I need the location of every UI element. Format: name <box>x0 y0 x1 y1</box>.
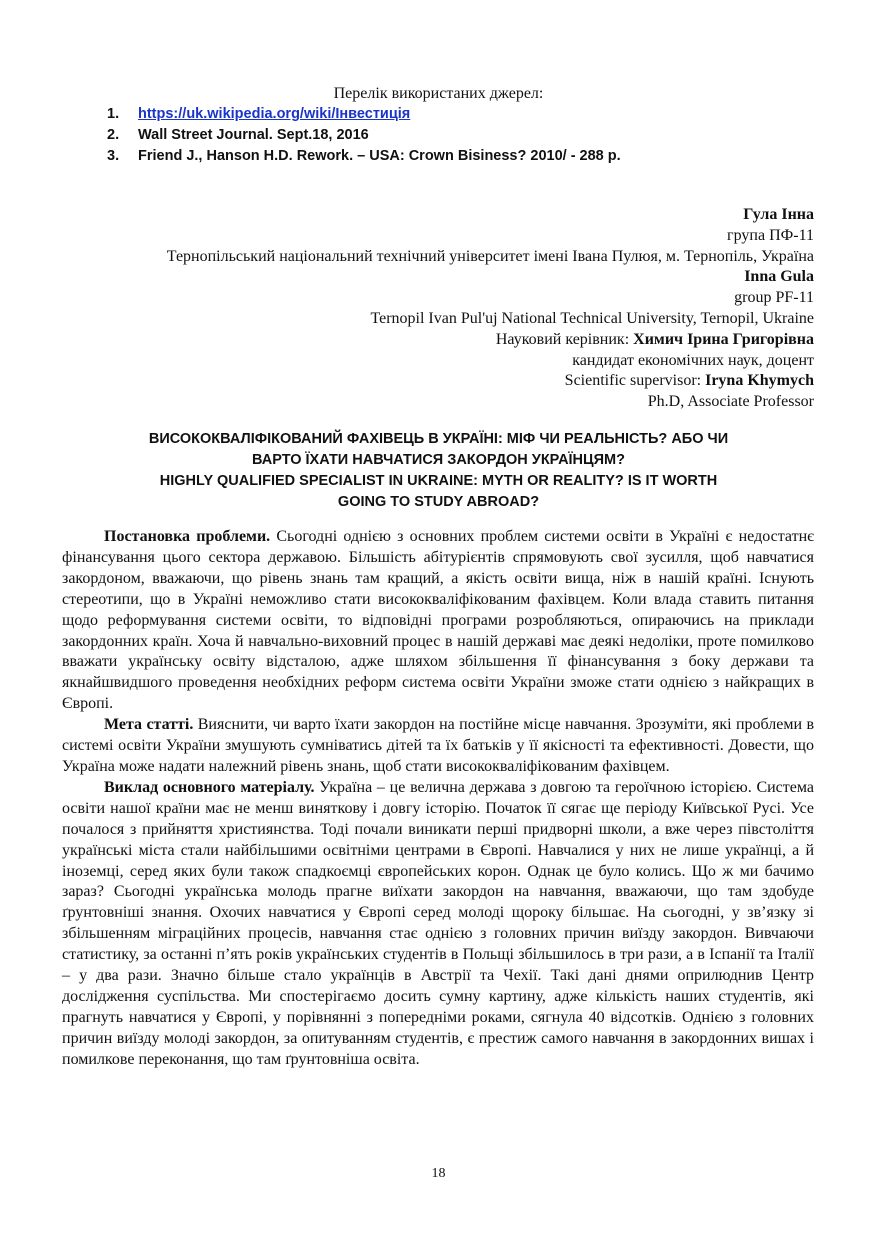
title-en-line2: GOING TO STUDY ABROAD? <box>337 494 540 510</box>
paragraph-text: Сьогодні однією з основних проблем системи освіти в Україні є недостатнє фінансування цього сектора державою. Більшість абітурієнтів спрямовують свої зусилля, щоб навчатися закордоном, вважаючи, що рівень знань там кращий, а якість освіти вища, ніж в нашій країні. Існують стереотипи, що в Україні неможливо стати висококваліфікованим фахівцем. Коли влада ставить питання щодо реформування системи освіти, то відповідні програми розробляються, опираючись на приклади закордонних країн. Хоча й навчально-виховний процес в нашій державі має деякі недоліки, проте помилково вважати українську освіту відсталою, адже шляхом збільшення її фінансування з боку держави та якнайшвидшого проведення необхідних реформ система освіти України зможе стати однією з найкращих в Європі. <box>62 528 815 713</box>
title-en-line1: HIGHLY QUALIFIED SPECIALIST IN UKRAINE: MYTH OR REALITY? IS IT WORTH <box>159 473 718 489</box>
article-title <box>50 429 827 513</box>
paragraph-problem <box>62 527 814 715</box>
author-name-uk: Гула Інна <box>743 206 814 223</box>
reference-link[interactable]: https://uk.wikipedia.org/wiki/Інвестиція <box>138 106 411 122</box>
reference-number: 3. <box>107 148 120 164</box>
author-block <box>60 205 814 413</box>
paragraph-heading: Виклад основного матеріалу. <box>104 778 315 796</box>
supervisor-en <box>60 371 814 392</box>
references-list <box>107 104 621 167</box>
page-number: 18 <box>431 1166 446 1181</box>
paragraph-heading: Постановка проблеми. <box>104 528 271 545</box>
supervisor-degree-uk: кандидат економічних наук, доцент <box>572 351 814 369</box>
paragraph-text: Вияснити, чи варто їхати закордон на постійне місце навчання. Зрозуміти, які проблеми в системі освіти України змушують сумніватись дітей та їх батьків у її якісності та ефективності. Довести, що Україна може надати належний рівень знань, щоб стати висококваліфікованим фахівцем. <box>62 716 814 775</box>
paragraph-aim <box>62 715 814 778</box>
supervisor-uk <box>60 330 814 351</box>
references-title: Перелік використаних джерел: <box>333 85 544 102</box>
reference-item <box>107 125 621 146</box>
reference-item <box>107 104 621 125</box>
paragraph-text: Україна – це велична держава з довгою та героїчною історією. Система освіти нашої країни має не менш виняткову і довгу історію. Початок її сягає ще періоду Київської Русі. Усе почалося з прийняття християнства. Тоді почали виникати перші придворні школи, а вже через півстоліття українські міста стали найбільшими освітніми центрами в Європі. Навчалися у них не лише українці, а й іноземці, серед яких були також спадкоємці європейських корон. Однак це було колись. Що ж ми бачимо зараз? Сьогодні українська молодь прагне виїхати закордон на навчання, вважаючи, що там здобуде ґрунтовніші знання. Охочих навчатися у Європі серед молоді щороку більшає. На сьогодні, у зв’язку зі збільшенням міграційних процесів, навчання стає однією з головних причин виїзду закордон. Вивчаючи статистику, за останні п’ять років українських студентів в Польщі збільшилось в три рази, а в Іспанії та Італії – у два рази. Значно більше стало українців в Австрії та Чехії. Такі дані днями оприлюднив Центр дослідження суспільства. Ми спостерігаємо досить сумну картину, адже кількість наших студентів, які прагнуть навчатися у Європі, у порівнянні з попередніми роками, сягнула 40 відсотків. Однією з головних причин виїзду молоді закордон, за опитуванням студентів, є престиж самого навчання в закордонних вишах і помилкове переконання, що там ґрунтовніша освіта. <box>62 778 814 1068</box>
reference-number: 1. <box>107 106 120 122</box>
author-university-en: Ternopil Ivan Pul'uj National Technical University, Ternopil, Ukraine <box>370 309 814 327</box>
paragraph-heading: Мета статті. <box>104 716 194 734</box>
reference-number: 2. <box>107 127 120 143</box>
title-uk-line2: ВАРТО ЇХАТИ НАВЧАТИСЯ ЗАКОРДОН УКРАЇНЦЯМ? <box>252 452 625 468</box>
supervisor-label-en: Scientific supervisor: <box>564 372 706 390</box>
supervisor-name-uk: Химич Ірина Григорівна <box>633 330 814 348</box>
author-group-en: group PF-11 <box>734 289 814 307</box>
reference-text: Friend J., Hanson H.D. Rework. – USA: Crown Bisiness? 2010/ - 288 p. <box>138 148 621 164</box>
paragraph-main <box>62 778 814 1071</box>
reference-item <box>107 146 621 167</box>
supervisor-degree-en: Ph.D, Associate Professor <box>647 393 814 411</box>
article-body <box>62 527 814 1071</box>
supervisor-name-en: Iryna Khymych <box>705 372 814 390</box>
author-university-uk: Тернопільський національний технічний університет імені Івана Пулюя, м. Тернопіль, Україна <box>166 247 814 265</box>
supervisor-label-uk: Науковий керівник: <box>495 330 634 348</box>
reference-text: Wall Street Journal. Sept.18, 2016 <box>138 127 369 143</box>
author-group-uk: група ПФ-11 <box>727 226 814 244</box>
title-uk-line1: ВИСОКОКВАЛІФІКОВАНИЙ ФАХІВЕЦЬ В УКРАЇНІ: МІФ ЧИ РЕАЛЬНІСТЬ? АБО ЧИ <box>148 431 729 447</box>
author-name-en: Inna Gula <box>744 268 814 286</box>
